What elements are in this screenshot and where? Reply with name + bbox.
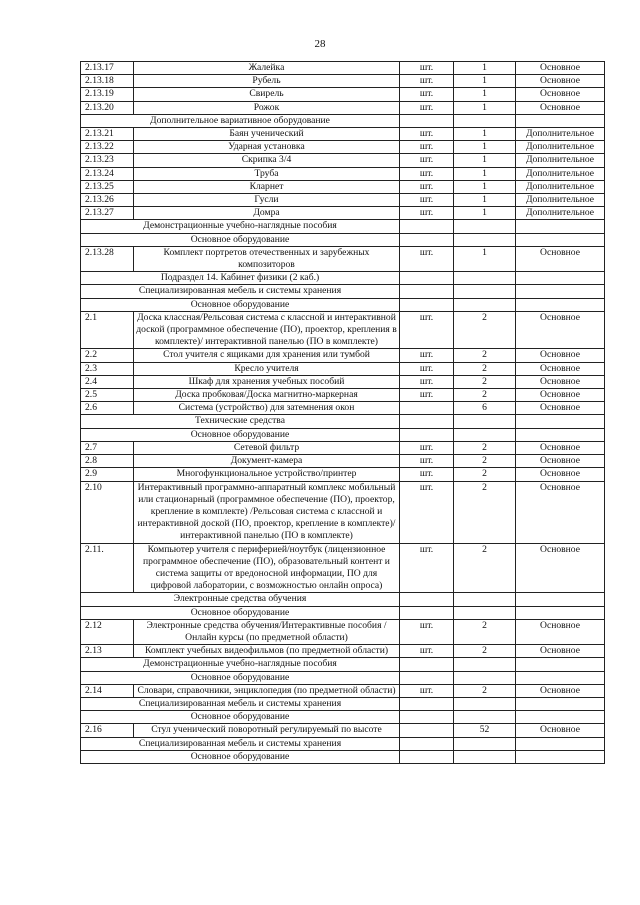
empty-cell	[400, 114, 454, 127]
section-row	[81, 593, 605, 606]
equipment-type: Дополнительное	[516, 207, 605, 220]
equipment-type: Основное	[516, 362, 605, 375]
quantity-cell: 1	[454, 62, 516, 75]
row-number: 2.13.23	[81, 154, 134, 167]
unit-cell: шт.	[400, 543, 454, 593]
unit-cell: шт.	[400, 128, 454, 141]
empty-cell	[516, 298, 605, 311]
empty-cell	[400, 697, 454, 710]
equipment-type: Основное	[516, 375, 605, 388]
table-row	[81, 62, 605, 75]
section-row	[81, 272, 605, 285]
section-heading: Демонстрационные учебно-наглядные пособия	[81, 220, 400, 233]
table-row	[81, 128, 605, 141]
table-row	[81, 619, 605, 644]
section-heading: Основное оборудование	[81, 298, 400, 311]
row-number: 2.10	[81, 481, 134, 543]
unit-cell: шт.	[400, 207, 454, 220]
item-name: Гусли	[134, 194, 400, 207]
unit-cell: шт.	[400, 481, 454, 543]
table-row	[81, 543, 605, 593]
equipment-type: Дополнительное	[516, 128, 605, 141]
empty-cell	[516, 737, 605, 750]
unit-cell: шт.	[400, 311, 454, 349]
row-number: 2.13.22	[81, 141, 134, 154]
quantity-cell: 6	[454, 402, 516, 415]
unit-cell: шт.	[400, 468, 454, 481]
quantity-cell: 52	[454, 724, 516, 737]
equipment-type: Основное	[516, 455, 605, 468]
unit-cell: шт.	[400, 619, 454, 644]
table-row	[81, 194, 605, 207]
section-row	[81, 233, 605, 246]
quantity-cell: 1	[454, 246, 516, 271]
empty-cell	[516, 114, 605, 127]
empty-cell	[516, 285, 605, 298]
row-number: 2.12	[81, 619, 134, 644]
table-row	[81, 141, 605, 154]
quantity-cell: 1	[454, 154, 516, 167]
section-heading: Основное оборудование	[81, 711, 400, 724]
empty-cell	[400, 272, 454, 285]
item-name: Кресло учителя	[134, 362, 400, 375]
section-heading: Основное оборудование	[81, 671, 400, 684]
equipment-type: Основное	[516, 88, 605, 101]
item-name: Документ-камера	[134, 455, 400, 468]
section-heading: Специализированная мебель и системы хранения	[81, 285, 400, 298]
item-name: Рубель	[134, 75, 400, 88]
quantity-cell: 2	[454, 481, 516, 543]
empty-cell	[454, 658, 516, 671]
empty-cell	[516, 606, 605, 619]
item-name: Многофункциональное устройство/принтер	[134, 468, 400, 481]
item-name: Свирель	[134, 88, 400, 101]
table-row	[81, 441, 605, 454]
unit-cell: шт.	[400, 167, 454, 180]
equipment-type: Дополнительное	[516, 154, 605, 167]
quantity-cell: 2	[454, 311, 516, 349]
unit-cell: шт.	[400, 645, 454, 658]
section-row	[81, 220, 605, 233]
row-number: 2.1	[81, 311, 134, 349]
equipment-type: Основное	[516, 468, 605, 481]
unit-cell	[400, 724, 454, 737]
table-row	[81, 645, 605, 658]
row-number: 2.6	[81, 402, 134, 415]
unit-cell: шт.	[400, 101, 454, 114]
row-number: 2.13.20	[81, 101, 134, 114]
table-row	[81, 75, 605, 88]
empty-cell	[516, 671, 605, 684]
item-name: Стул ученический поворотный регулируемый по высоте	[134, 724, 400, 737]
row-number: 2.13	[81, 645, 134, 658]
quantity-cell: 1	[454, 207, 516, 220]
quantity-cell: 2	[454, 362, 516, 375]
unit-cell: шт.	[400, 75, 454, 88]
empty-cell	[400, 233, 454, 246]
section-heading: Основное оборудование	[81, 428, 400, 441]
quantity-cell: 1	[454, 101, 516, 114]
empty-cell	[454, 285, 516, 298]
empty-cell	[400, 593, 454, 606]
item-name: Жалейка	[134, 62, 400, 75]
empty-cell	[454, 593, 516, 606]
unit-cell: шт.	[400, 375, 454, 388]
empty-cell	[516, 697, 605, 710]
equipment-type: Основное	[516, 246, 605, 271]
row-number: 2.8	[81, 455, 134, 468]
row-number: 2.5	[81, 389, 134, 402]
row-number: 2.13.26	[81, 194, 134, 207]
quantity-cell: 2	[454, 375, 516, 388]
item-name: Система (устройство) для затемнения окон	[134, 402, 400, 415]
item-name: Словари, справочники, энциклопедия (по предметной области)	[134, 684, 400, 697]
table-row	[81, 246, 605, 271]
section-row	[81, 114, 605, 127]
section-heading: Основное оборудование	[81, 750, 400, 763]
table-row	[81, 101, 605, 114]
section-heading: Специализированная мебель и системы хранения	[81, 737, 400, 750]
equipment-type: Основное	[516, 724, 605, 737]
empty-cell	[454, 711, 516, 724]
item-name: Скрипка 3/4	[134, 154, 400, 167]
empty-cell	[400, 415, 454, 428]
empty-cell	[516, 711, 605, 724]
row-number: 2.2	[81, 349, 134, 362]
row-number: 2.13.17	[81, 62, 134, 75]
empty-cell	[400, 658, 454, 671]
table-row	[81, 389, 605, 402]
row-number: 2.13.18	[81, 75, 134, 88]
item-name: Кларнет	[134, 180, 400, 193]
quantity-cell: 2	[454, 543, 516, 593]
empty-cell	[454, 233, 516, 246]
row-number: 2.13.21	[81, 128, 134, 141]
item-name: Комплект портретов отечественных и зарубежных композиторов	[134, 246, 400, 271]
quantity-cell: 1	[454, 194, 516, 207]
empty-cell	[454, 298, 516, 311]
unit-cell: шт.	[400, 389, 454, 402]
item-name: Доска классная/Рельсовая система с классной и интерактивной доской (программное обеспечение (ПО), проектор, крепления в комплекте)/ интерактивной панелью (ПО в комплекте)	[134, 311, 400, 349]
empty-cell	[400, 606, 454, 619]
quantity-cell: 1	[454, 128, 516, 141]
empty-cell	[454, 220, 516, 233]
section-heading: Демонстрационные учебно-наглядные пособия	[81, 658, 400, 671]
empty-cell	[454, 428, 516, 441]
equipment-type: Основное	[516, 402, 605, 415]
section-row	[81, 606, 605, 619]
item-name: Баян ученический	[134, 128, 400, 141]
table-row	[81, 468, 605, 481]
unit-cell: шт.	[400, 362, 454, 375]
table-row	[81, 88, 605, 101]
item-name: Рожок	[134, 101, 400, 114]
unit-cell: шт.	[400, 441, 454, 454]
empty-cell	[454, 272, 516, 285]
empty-cell	[516, 233, 605, 246]
unit-cell: шт.	[400, 88, 454, 101]
equipment-type: Дополнительное	[516, 167, 605, 180]
empty-cell	[454, 671, 516, 684]
row-number: 2.7	[81, 441, 134, 454]
quantity-cell: 1	[454, 141, 516, 154]
empty-cell	[516, 750, 605, 763]
unit-cell: шт.	[400, 154, 454, 167]
quantity-cell: 1	[454, 180, 516, 193]
row-number: 2.13.28	[81, 246, 134, 271]
empty-cell	[454, 114, 516, 127]
equipment-type: Основное	[516, 543, 605, 593]
table-row	[81, 684, 605, 697]
item-name: Сетевой фильтр	[134, 441, 400, 454]
unit-cell: шт.	[400, 194, 454, 207]
empty-cell	[516, 428, 605, 441]
equipment-type: Основное	[516, 389, 605, 402]
quantity-cell: 1	[454, 75, 516, 88]
row-number: 2.13.25	[81, 180, 134, 193]
empty-cell	[400, 220, 454, 233]
section-heading: Специализированная мебель и системы хранения	[81, 697, 400, 710]
row-number: 2.16	[81, 724, 134, 737]
empty-cell	[400, 298, 454, 311]
row-number: 2.14	[81, 684, 134, 697]
quantity-cell: 2	[454, 389, 516, 402]
equipment-type: Основное	[516, 481, 605, 543]
section-row	[81, 671, 605, 684]
equipment-table	[80, 61, 605, 764]
quantity-cell: 2	[454, 455, 516, 468]
section-heading: Основное оборудование	[81, 233, 400, 246]
section-heading: Электронные средства обучения	[81, 593, 400, 606]
equipment-type: Основное	[516, 684, 605, 697]
quantity-cell: 2	[454, 349, 516, 362]
unit-cell: шт.	[400, 141, 454, 154]
section-row	[81, 428, 605, 441]
row-number: 2.13.27	[81, 207, 134, 220]
equipment-type: Основное	[516, 75, 605, 88]
row-number: 2.11.	[81, 543, 134, 593]
equipment-table-body	[81, 62, 605, 764]
empty-cell	[400, 737, 454, 750]
empty-cell	[516, 272, 605, 285]
item-name: Домра	[134, 207, 400, 220]
table-row	[81, 349, 605, 362]
unit-cell: шт.	[400, 684, 454, 697]
equipment-type: Основное	[516, 62, 605, 75]
quantity-cell: 2	[454, 441, 516, 454]
empty-cell	[516, 658, 605, 671]
table-row	[81, 180, 605, 193]
unit-cell: шт.	[400, 180, 454, 193]
item-name: Доска пробковая/Доска магнитно-маркерная	[134, 389, 400, 402]
row-number: 2.3	[81, 362, 134, 375]
empty-cell	[400, 711, 454, 724]
quantity-cell: 2	[454, 468, 516, 481]
section-row	[81, 697, 605, 710]
section-row	[81, 298, 605, 311]
empty-cell	[400, 428, 454, 441]
table-row	[81, 207, 605, 220]
table-row	[81, 402, 605, 415]
equipment-type: Дополнительное	[516, 194, 605, 207]
item-name: Комплект учебных видеофильмов (по предметной области)	[134, 645, 400, 658]
table-row	[81, 481, 605, 543]
equipment-type: Дополнительное	[516, 141, 605, 154]
quantity-cell: 1	[454, 167, 516, 180]
empty-cell	[516, 220, 605, 233]
quantity-cell: 2	[454, 619, 516, 644]
table-row	[81, 362, 605, 375]
equipment-type: Основное	[516, 441, 605, 454]
section-row	[81, 658, 605, 671]
item-name: Компьютер учителя с периферией/ноутбук (лицензионное программное обеспечение (ПО), образовательный контент и система защиты от вредоносной информации, ПО для цифровой лаборатории, с возможностью онлайн опроса)	[134, 543, 400, 593]
table-row	[81, 455, 605, 468]
item-name: Труба	[134, 167, 400, 180]
table-row	[81, 375, 605, 388]
table-row	[81, 724, 605, 737]
item-name: Ударная установка	[134, 141, 400, 154]
item-name: Электронные средства обучения/Интерактивные пособия / Онлайн курсы (по предметной области)	[134, 619, 400, 644]
section-row	[81, 750, 605, 763]
unit-cell: шт.	[400, 62, 454, 75]
section-heading: Технические средства	[81, 415, 400, 428]
empty-cell	[516, 415, 605, 428]
empty-cell	[454, 697, 516, 710]
item-name: Шкаф для хранения учебных пособий	[134, 375, 400, 388]
row-number: 2.13.19	[81, 88, 134, 101]
empty-cell	[454, 415, 516, 428]
equipment-type: Основное	[516, 311, 605, 349]
empty-cell	[516, 593, 605, 606]
empty-cell	[454, 750, 516, 763]
table-row	[81, 311, 605, 349]
row-number: 2.9	[81, 468, 134, 481]
unit-cell: шт.	[400, 246, 454, 271]
equipment-type: Основное	[516, 101, 605, 114]
section-row	[81, 415, 605, 428]
table-row	[81, 167, 605, 180]
section-row	[81, 737, 605, 750]
equipment-type: Основное	[516, 645, 605, 658]
table-row	[81, 154, 605, 167]
unit-cell	[400, 402, 454, 415]
quantity-cell: 1	[454, 88, 516, 101]
quantity-cell: 2	[454, 645, 516, 658]
item-name: Стол учителя с ящиками для хранения или тумбой	[134, 349, 400, 362]
empty-cell	[454, 606, 516, 619]
item-name: Интерактивный программно-аппаратный комплекс мобильный или стационарный (программное обеспечение (ПО), проектор, крепление в комплекте) /Рельсовая система с классной и интерактивной доской (ПО, проектор, крепление в комплекте)/ интерактивной панелью (ПО в комплекте)	[134, 481, 400, 543]
empty-cell	[400, 285, 454, 298]
quantity-cell: 2	[454, 684, 516, 697]
equipment-type: Основное	[516, 619, 605, 644]
section-row	[81, 285, 605, 298]
section-heading: Основное оборудование	[81, 606, 400, 619]
row-number: 2.13.24	[81, 167, 134, 180]
page-number: 28	[314, 38, 326, 50]
empty-cell	[454, 737, 516, 750]
empty-cell	[400, 750, 454, 763]
empty-cell	[400, 671, 454, 684]
section-heading: Дополнительное вариативное оборудование	[81, 114, 400, 127]
unit-cell: шт.	[400, 455, 454, 468]
row-number: 2.4	[81, 375, 134, 388]
equipment-type: Дополнительное	[516, 180, 605, 193]
unit-cell: шт.	[400, 349, 454, 362]
section-heading: Подраздел 14. Кабинет физики (2 каб.)	[81, 272, 400, 285]
equipment-type: Основное	[516, 349, 605, 362]
section-row	[81, 711, 605, 724]
